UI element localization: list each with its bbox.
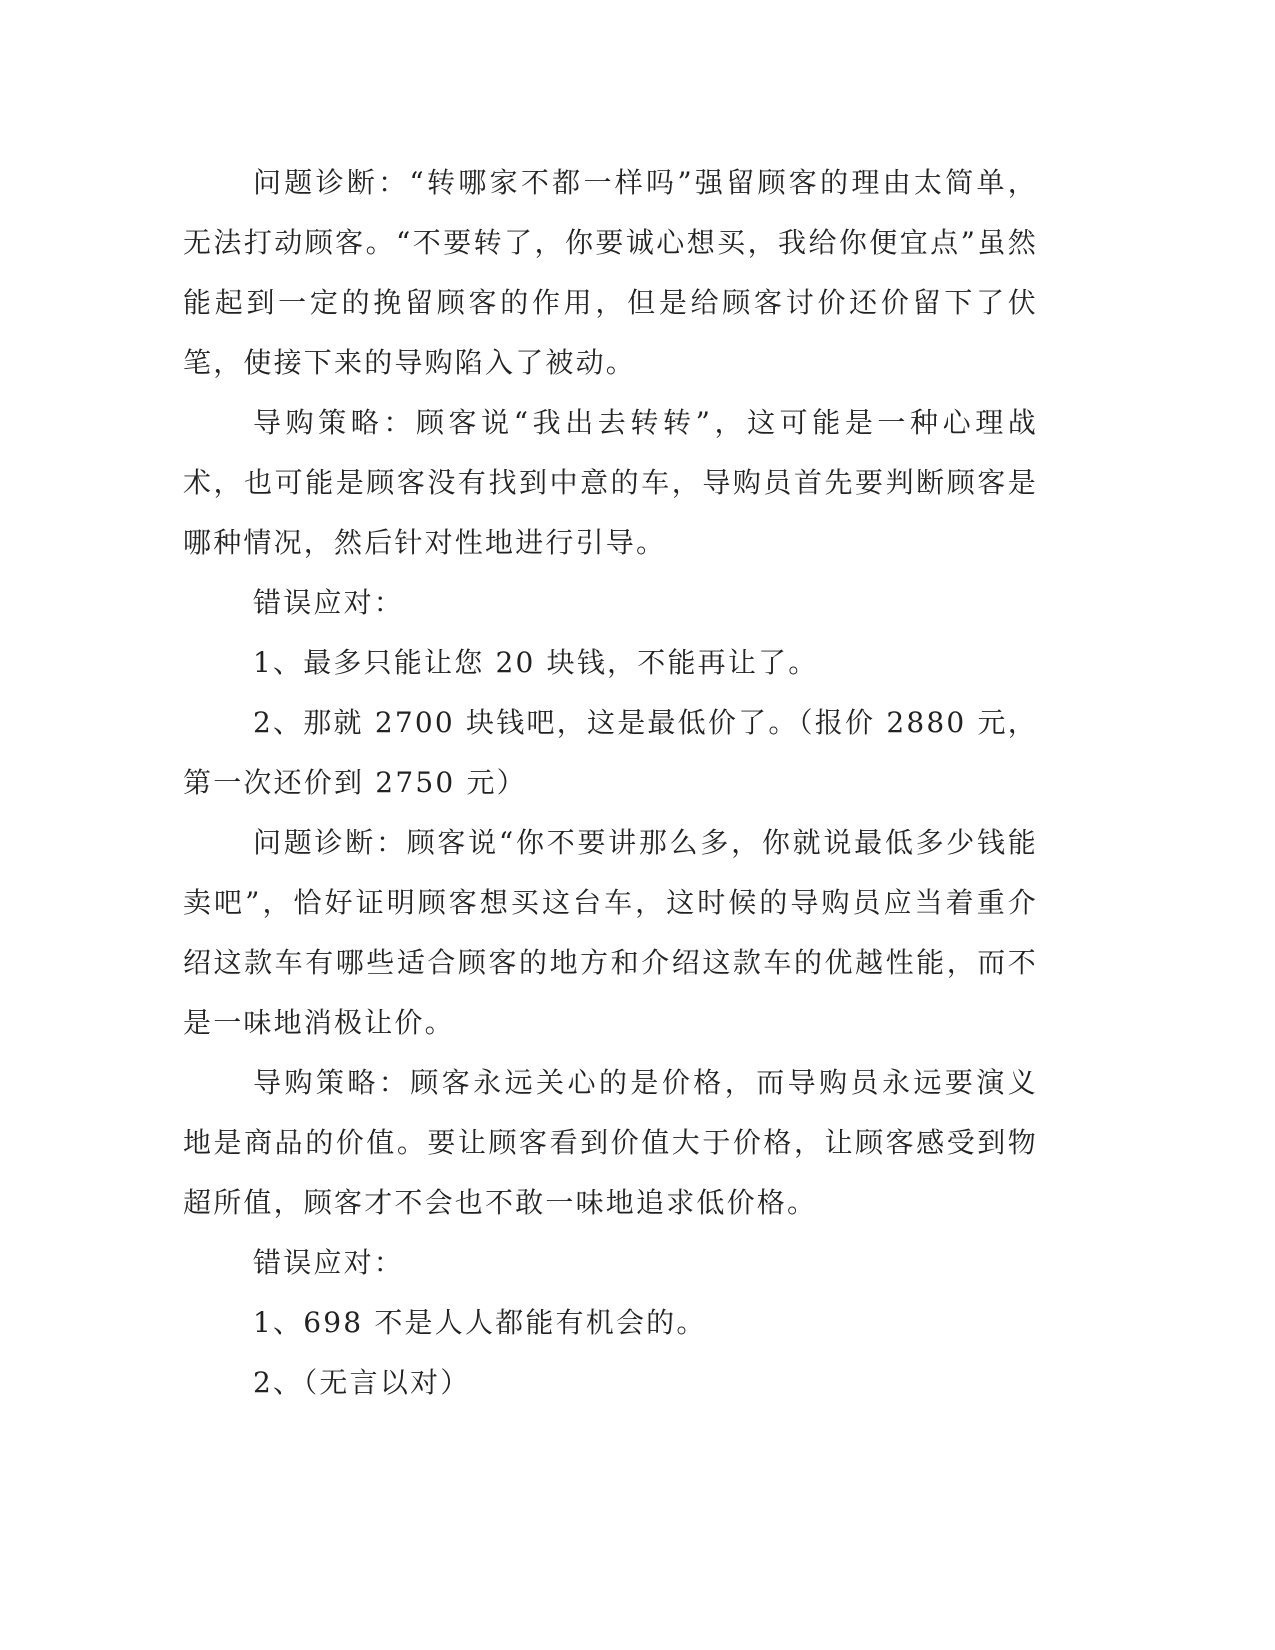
paragraph-strategy-2: 导购策略：顾客永远关心的是价格，而导购员永远要演义地是商品的价值。要让顾客看到价值大于价格，让顾客感受到物超所值，顾客才不会也不敢一味地追求低价格。 bbox=[183, 1066, 1038, 1219]
paragraph-strategy-1: 导购策略：顾客说“我出去转转”，这可能是一种心理战术，也可能是顾客没有找到中意的车，导购员首先要判断顾客是哪种情况，然后针对性地进行引导。 bbox=[183, 406, 1038, 559]
paragraph-wrong-response-heading-2: 错误应对： bbox=[253, 1246, 405, 1279]
paragraph-diagnosis-2: 问题诊断：顾客说“你不要讲那么多，你就说最低多少钱能卖吧”，恰好证明顾客想买这台车，这时候的导购员应当着重介绍这款车有哪些适合顾客的地方和介绍这款车的优越性能，而不是一味地消极让价。 bbox=[183, 826, 1038, 1039]
paragraph-wrong-response-1-item-2: 2、那就 2700 块钱吧，这是最低价了。（报价 2880 元，第一次还价到 2750 元） bbox=[183, 706, 1038, 799]
paragraph-wrong-response-1-item-1: 1、最多只能让您 20 块钱，不能再让了。 bbox=[253, 646, 819, 679]
paragraph-diagnosis-1: 问题诊断：“转哪家不都一样吗”强留顾客的理由太简单，无法打动顾客。“不要转了，你要诚心想买，我给你便宜点”虽然能起到一定的挽留顾客的作用，但是给顾客讨价还价留下了伏笔，使接下来的导购陷入了被动。 bbox=[183, 166, 1038, 379]
paragraph-wrong-response-2-item-1: 1、698 不是人人都能有机会的。 bbox=[253, 1306, 707, 1339]
document-body bbox=[183, 153, 1038, 1413]
paragraph-wrong-response-heading-1: 错误应对： bbox=[253, 586, 405, 619]
paragraph-wrong-response-2-item-2: 2、（无言以对） bbox=[253, 1366, 471, 1399]
